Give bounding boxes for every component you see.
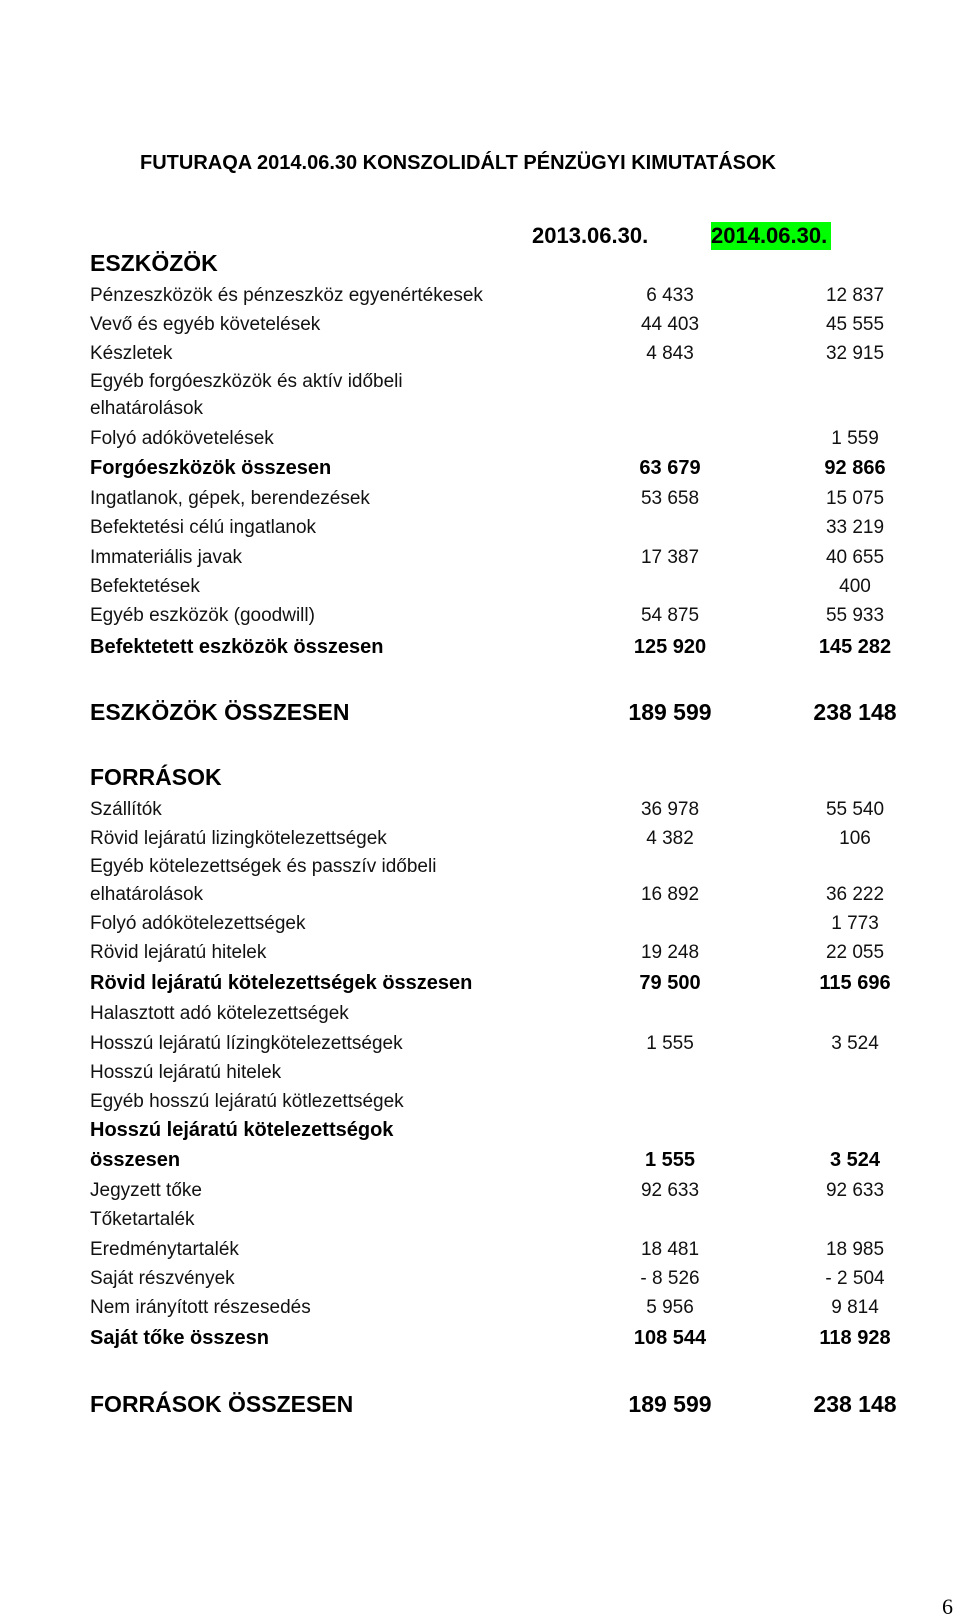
value-2014: 238 148 — [813, 1391, 897, 1417]
row-label: Pénzeszközök és pénzeszköz egyenértékesek — [90, 285, 483, 306]
row-label: Immateriális javak — [90, 547, 243, 568]
value-2013: 63 679 — [639, 457, 701, 479]
value-2013: 17 387 — [640, 547, 700, 568]
row-label: Saját részvények — [90, 1268, 235, 1289]
row-label: Egyéb eszközök (goodwill) — [90, 605, 315, 626]
value-2014: 55 540 — [825, 799, 885, 820]
value-2013: 4 843 — [646, 343, 694, 364]
value-2013: 36 978 — [640, 799, 700, 820]
page-number: 6 — [942, 1594, 953, 1619]
value-2014: 22 055 — [825, 942, 885, 963]
value-2014: 45 555 — [825, 314, 885, 335]
value-2014: 9 814 — [831, 1297, 879, 1318]
column-header-2013: 2013.06.30. — [532, 223, 649, 248]
value-2014: 1 559 — [831, 428, 879, 449]
row-label: Forgóeszközök összesen — [90, 457, 332, 479]
row-label: Hosszú lejáratú kötelezettségok — [90, 1119, 394, 1141]
value-2014: 33 219 — [825, 517, 885, 538]
row-label: Egyéb kötelezettségek és passzív időbeli — [90, 856, 437, 877]
row-label: Jegyzett tőke — [90, 1180, 202, 1201]
row-label: Egyéb hosszú lejáratú kötlezettségek — [90, 1091, 404, 1112]
value-2014: 15 075 — [825, 488, 885, 509]
row-label: összesen — [90, 1149, 181, 1171]
value-2013: 1 555 — [646, 1033, 694, 1054]
row-label: Vevő és egyéb követelések — [90, 314, 321, 335]
value-2014: 106 — [839, 828, 871, 849]
value-2014: 115 696 — [819, 972, 891, 994]
value-2013: 44 403 — [640, 314, 700, 335]
row-label: elhatárolások — [90, 884, 204, 905]
value-2014: 55 933 — [825, 605, 885, 626]
row-label: Eredménytartalék — [90, 1239, 239, 1260]
row-label: Tőketartalék — [90, 1209, 195, 1230]
row-label: Befektetési célú ingatlanok — [90, 517, 317, 538]
value-2014: 92 866 — [824, 457, 886, 479]
value-2014: - 2 504 — [825, 1268, 885, 1289]
header-period: Féléves jelentés 2014. január 1-től június 30-ig — [291, 36, 669, 58]
value-2013: - 8 526 — [640, 1268, 700, 1289]
value-2014: 3 524 — [831, 1033, 879, 1054]
value-2013: 6 433 — [646, 285, 694, 306]
value-2014: 12 837 — [825, 285, 885, 306]
value-2013: 54 875 — [640, 605, 700, 626]
value-2014: 145 282 — [818, 636, 892, 658]
row-label: ESZKÖZÖK ÖSSZESEN — [90, 699, 350, 725]
row-label: Nem irányított részesedés — [90, 1297, 311, 1318]
value-2013: 16 892 — [640, 884, 700, 905]
row-label: elhatárolások — [90, 398, 204, 419]
value-2013: 125 920 — [633, 636, 707, 658]
value-2014: 400 — [839, 576, 871, 597]
value-2014: 92 633 — [825, 1180, 885, 1201]
row-label: Rövid lejáratú lizingkötelezettségek — [90, 828, 387, 849]
value-2013: 18 481 — [640, 1239, 700, 1260]
value-2014: 18 985 — [825, 1239, 885, 1260]
value-2014: 118 928 — [819, 1327, 891, 1349]
value-2014: 40 655 — [825, 547, 885, 568]
row-label: Hosszú lejáratú lízingkötelezettségek — [90, 1033, 403, 1054]
page-header — [0, 4, 960, 62]
row-label: Befektetések — [90, 576, 200, 597]
value-2013: 189 599 — [628, 699, 712, 725]
value-2013: 53 658 — [640, 488, 700, 509]
value-2014: 238 148 — [813, 699, 897, 725]
value-2014: 36 222 — [825, 884, 885, 905]
row-label: Rövid lejáratú kötelezettségek összesen — [90, 972, 473, 994]
value-2013: 79 500 — [639, 972, 701, 994]
column-header-2014: 2014.06.30. — [711, 222, 831, 250]
value-2013: 189 599 — [628, 1391, 712, 1417]
row-label: Halasztott adó kötelezettségek — [90, 1003, 349, 1024]
section-assets: ESZKÖZÖK — [90, 250, 218, 276]
row-label: Egyéb forgóeszközök és aktív időbeli — [90, 371, 403, 392]
value-2013: 4 382 — [646, 828, 694, 849]
row-label: Befektetett eszközök összesen — [90, 636, 384, 658]
value-2014: 1 773 — [831, 913, 879, 934]
section-liabilities: FORRÁSOK — [90, 764, 222, 790]
row-label: FORRÁSOK ÖSSZESEN — [90, 1391, 354, 1417]
value-2013: 19 248 — [640, 942, 700, 963]
report-title: FUTURAQA 2014.06.30 KONSZOLIDÁLT PÉNZÜGYI KIMUTATÁSOK — [140, 152, 776, 174]
row-label: Saját tőke összesn — [90, 1327, 269, 1349]
header-company: FuturAqua Ásványvíztermelő és Vagyonkezelő Nyrt. — [267, 7, 693, 29]
value-2013: 5 956 — [646, 1297, 694, 1318]
row-label: Folyó adókövetelések — [90, 428, 274, 449]
row-label: Hosszú lejáratú hitelek — [90, 1062, 282, 1083]
row-label: Folyó adókötelezettségek — [90, 913, 306, 934]
value-2013: 92 633 — [640, 1180, 700, 1201]
row-label: Szállítók — [90, 799, 162, 820]
value-2013: 1 555 — [644, 1149, 696, 1171]
row-label: Rövid lejáratú hitelek — [90, 942, 267, 963]
value-2013: 108 544 — [633, 1327, 707, 1349]
row-label: Ingatlanok, gépek, berendezések — [90, 488, 370, 509]
value-2014: 32 915 — [825, 343, 885, 364]
row-label: Készletek — [90, 343, 173, 364]
value-2014: 3 524 — [829, 1149, 881, 1171]
